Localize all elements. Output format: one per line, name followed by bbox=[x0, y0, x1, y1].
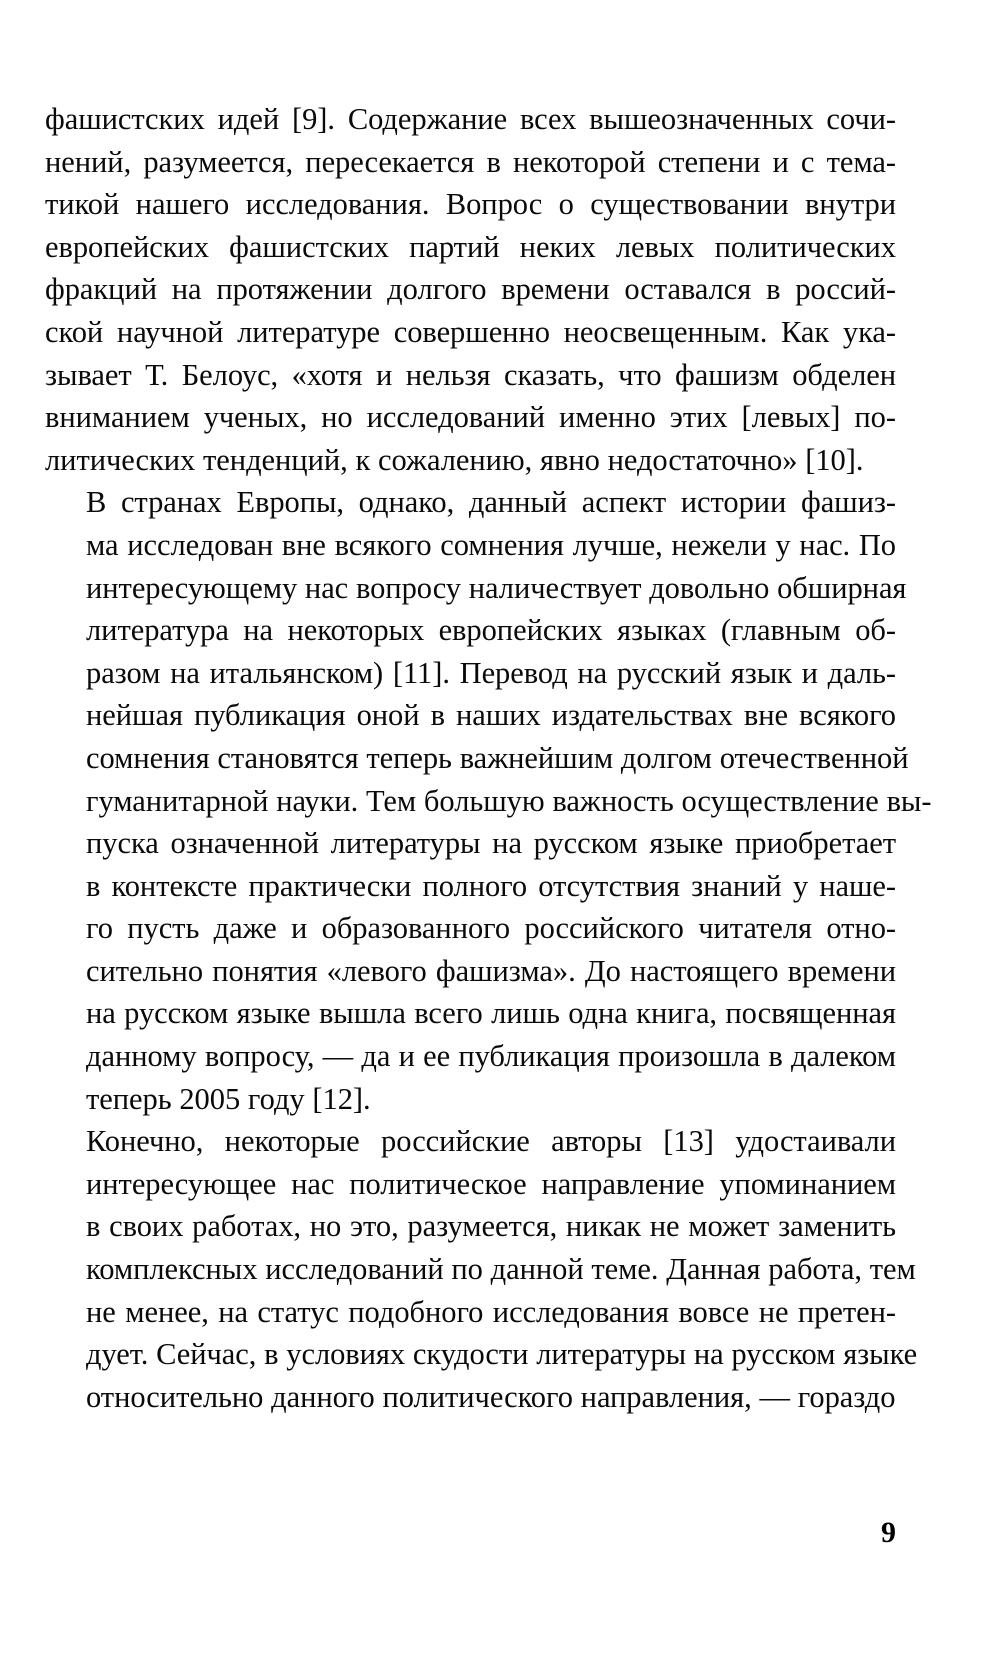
text-line: сительно понятия «левого фашизма». До настоящего времени bbox=[86, 953, 896, 988]
text-line: европейских фашистских партий неких левых политических bbox=[45, 229, 896, 264]
text-line: дует. Сейчас, в условиях скудости литературы на русском языке bbox=[86, 1337, 918, 1372]
text-line: фашистских идей [9]. Содержание всех вышеозначенных сочи- bbox=[45, 102, 896, 136]
text-line: сомнения становятся теперь важнейшим долгом отечественной bbox=[86, 740, 909, 775]
text-line: интересующему нас вопросу наличествует довольно обширная bbox=[86, 570, 907, 605]
paragraph-3 bbox=[45, 1120, 918, 1418]
text-line: литических тенденций, к сожалению, явно недостаточно» [10]. bbox=[45, 442, 864, 477]
text-line: на русском языке вышла всего лишь одна книга, посвященная bbox=[86, 996, 896, 1031]
page-text-block bbox=[45, 98, 932, 1418]
text-line: ской научной литературе совершенно неосвещенным. Как ука- bbox=[45, 314, 896, 349]
paragraph-2 bbox=[45, 481, 932, 1120]
text-line: относительно данного политического направления, — гораздо bbox=[86, 1379, 896, 1414]
text-line: в своих работах, но это, разумеется, никак не может заменить bbox=[86, 1209, 896, 1244]
text-line: тикой нашего исследования. Вопрос о существовании внутри bbox=[45, 187, 896, 222]
text-line: разом на итальянском) [11]. Перевод на русский язык и даль- bbox=[86, 655, 896, 690]
page-number: 9 bbox=[881, 1516, 896, 1549]
text-line: пуска означенной литературы на русском языке приобретает bbox=[86, 826, 896, 861]
paragraph-1 bbox=[45, 98, 896, 481]
text-line: не менее, на статус подобного исследования вовсе не претен- bbox=[86, 1294, 896, 1329]
text-line: гуманитарной науки. Тем большую важность осуществление вы- bbox=[86, 783, 932, 818]
text-line: вниманием ученых, но исследований именно этих [левых] по- bbox=[45, 400, 896, 435]
text-line: ма исследован вне всякого сомнения лучше, нежели у нас. По bbox=[86, 527, 896, 562]
text-line: го пусть даже и образованного российского читателя отно- bbox=[86, 911, 896, 946]
text-line: интересующее нас политическое направление упоминанием bbox=[86, 1166, 896, 1201]
text-line: зывает Т. Белоус, «хотя и нельзя сказать, что фашизм обделен bbox=[45, 357, 896, 392]
text-line: В странах Европы, однако, данный аспект истории фашиз- bbox=[86, 485, 896, 520]
text-line: данному вопросу, — да и ее публикация произошла в далеком bbox=[86, 1039, 896, 1074]
text-line: Конечно, некоторые российские авторы [13] удостаивали bbox=[86, 1124, 896, 1159]
text-line: нейшая публикация оной в наших издательствах вне всякого bbox=[86, 698, 896, 733]
text-line: теперь 2005 году [12]. bbox=[86, 1081, 371, 1116]
text-line: нений, разумеется, пересекается в некоторой степени и с тема- bbox=[45, 144, 896, 179]
text-line: фракций на протяжении долгого времени оставался в россий- bbox=[45, 272, 896, 307]
text-line: литература на некоторых европейских языках (главным об- bbox=[86, 613, 896, 648]
text-line: в контексте практически полного отсутствия знаний у наше- bbox=[86, 868, 896, 903]
text-line: комплексных исследований по данной теме. Данная работа, тем bbox=[86, 1252, 916, 1287]
